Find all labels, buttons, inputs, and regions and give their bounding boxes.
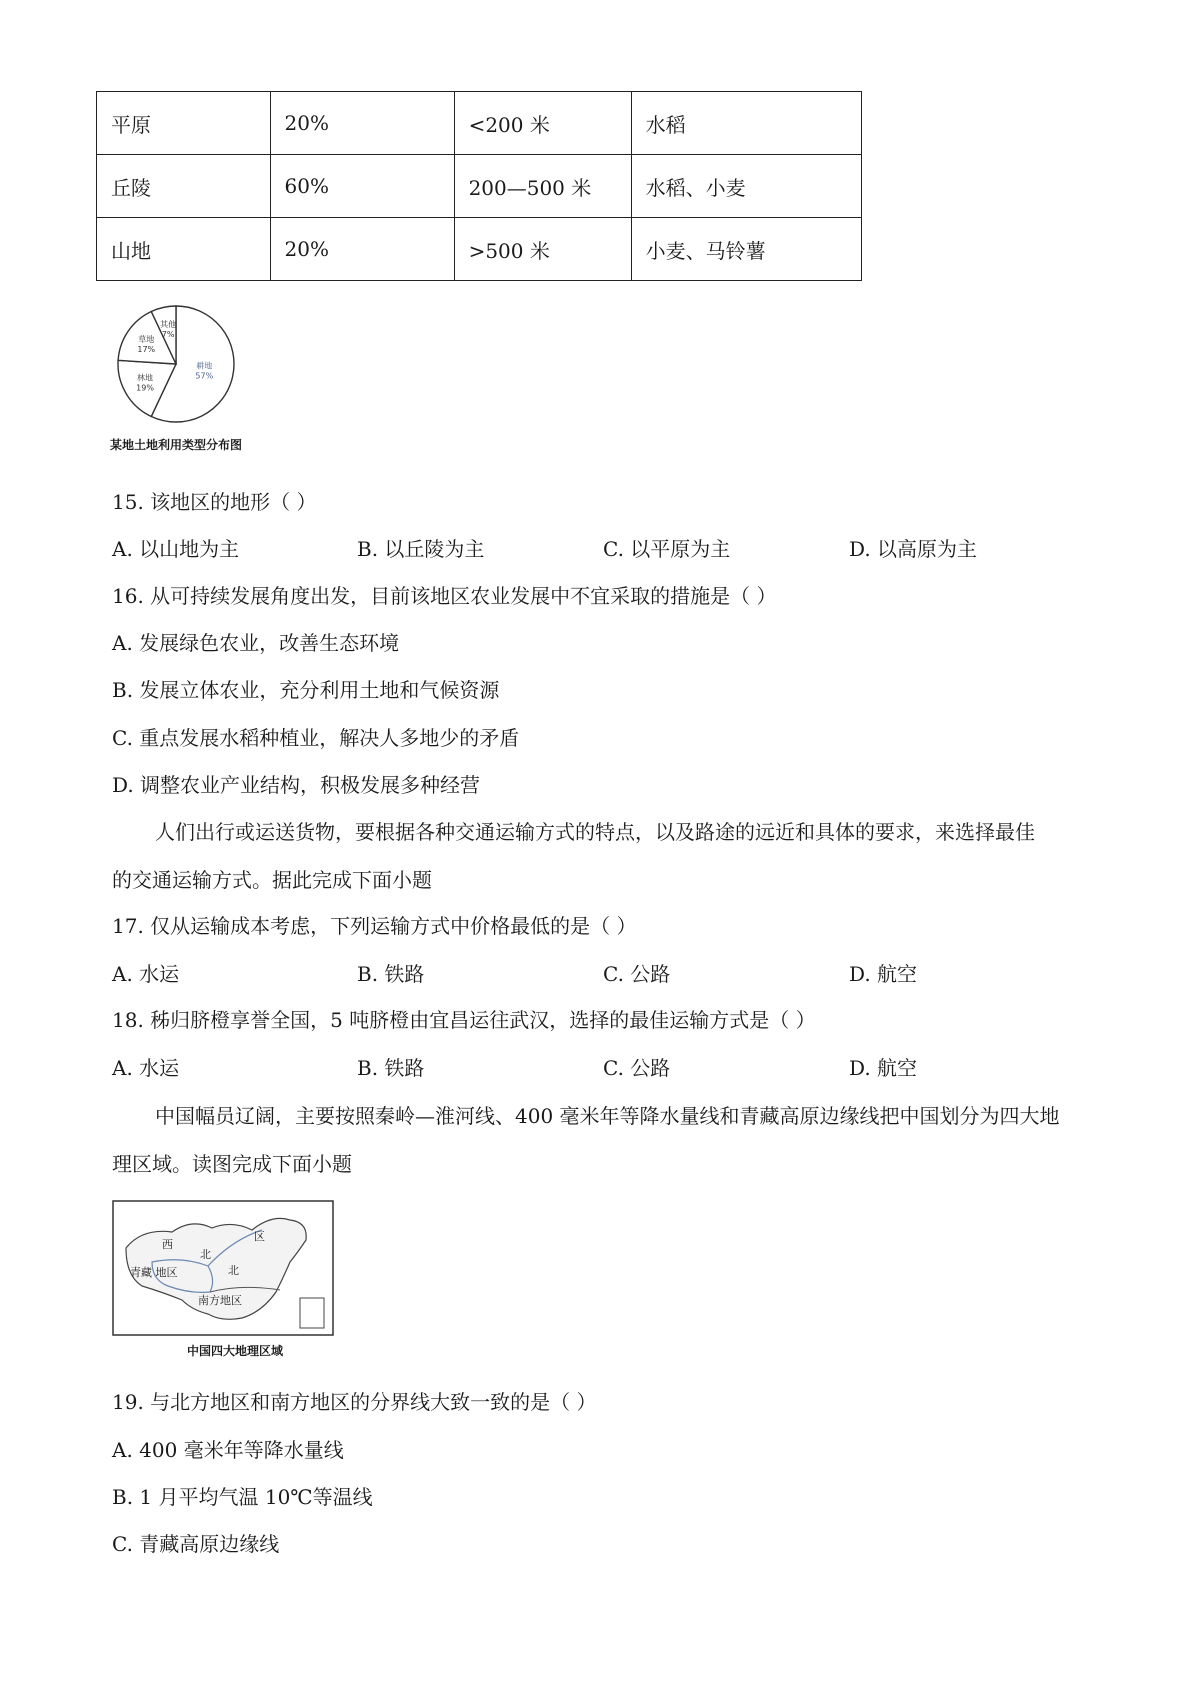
q15-option-c[interactable]: C. 以平原为主 <box>603 537 731 561</box>
map-label-bei-2: 北 <box>228 1264 239 1277</box>
table-cell-elevation: 200—500 米 <box>454 155 631 218</box>
q18-option-d[interactable]: D. 航空 <box>849 1056 918 1080</box>
table-cell-area-share: 60% <box>270 155 454 218</box>
land-use-pie-figure <box>112 302 312 462</box>
q17-option-d[interactable]: D. 航空 <box>849 962 918 986</box>
china-regions-map <box>112 1200 334 1336</box>
land-use-pie-chart <box>112 302 312 428</box>
pie-slice-label: 林地 <box>137 373 154 383</box>
q16-stem: 16. 从可持续发展角度出发，目前该地区农业发展中不宜采取的措施是（ ） <box>112 584 777 608</box>
map-label-xi: 西 <box>162 1238 173 1251</box>
q15-option-a[interactable]: A. 以山地为主 <box>112 537 240 561</box>
china-regions-map-figure <box>112 1200 334 1360</box>
q17-option-a[interactable]: A. 水运 <box>112 962 180 986</box>
table-row <box>97 155 862 218</box>
q16-option-d[interactable]: D. 调整农业产业结构，积极发展多种经营 <box>112 773 481 797</box>
q19-stem: 19. 与北方地区和南方地区的分界线大致一致的是（ ） <box>112 1390 597 1414</box>
table-cell-terrain-type: 平原 <box>97 92 271 155</box>
pie-slice-label: 其他 <box>160 319 177 329</box>
q16-option-a[interactable]: A. 发展绿色农业，改善生态环境 <box>112 631 400 655</box>
table-row <box>97 218 862 281</box>
table-cell-elevation: >500 米 <box>454 218 631 281</box>
map-label-qu: 区 <box>254 1230 265 1243</box>
table-cell-crops: 水稻、小麦 <box>631 155 861 218</box>
pie-slice-value-label: 17% <box>137 344 156 354</box>
terrain-table <box>96 91 862 281</box>
map-caption: 中国四大地理区域 <box>187 1344 284 1358</box>
map-label-qingzang: 青藏 地区 <box>130 1266 178 1279</box>
transport-passage-line-2: 的交通运输方式。据此完成下面小题 <box>112 868 432 892</box>
q19-option-b[interactable]: B. 1 月平均气温 10℃等温线 <box>112 1485 373 1509</box>
map-label-nanfang: 南方地区 <box>198 1294 242 1307</box>
table-cell-terrain-type: 山地 <box>97 218 271 281</box>
table-cell-area-share: 20% <box>270 218 454 281</box>
regions-passage-line-1: 中国幅员辽阔，主要按照秦岭—淮河线、400 毫米年等降水量线和青藏高原边缘线把中国划分为四大地 <box>155 1104 1060 1128</box>
q19-option-c[interactable]: C. 青藏高原边缘线 <box>112 1532 280 1556</box>
pie-slice-label: 耕地 <box>196 361 213 371</box>
q17-option-c[interactable]: C. 公路 <box>603 962 671 986</box>
q19-option-a[interactable]: A. 400 毫米年等降水量线 <box>112 1438 344 1462</box>
map-label-bei-1: 北 <box>200 1248 211 1261</box>
pie-caption: 某地土地利用类型分布图 <box>110 438 243 452</box>
table-cell-area-share: 20% <box>270 92 454 155</box>
table-cell-crops: 水稻 <box>631 92 861 155</box>
q18-stem: 18. 秭归脐橙享誉全国，5 吨脐橙由宜昌运往武汉，选择的最佳运输方式是（ ） <box>112 1008 816 1032</box>
q17-option-b[interactable]: B. 铁路 <box>357 962 425 986</box>
transport-passage-line-1: 人们出行或运送货物，要根据各种交通运输方式的特点，以及路途的远近和具体的要求，来选择最佳 <box>155 820 1035 844</box>
pie-slice-label: 草地 <box>138 334 155 344</box>
q15-option-b[interactable]: B. 以丘陵为主 <box>357 537 485 561</box>
q17-stem: 17. 仅从运输成本考虑，下列运输方式中价格最低的是（ ） <box>112 914 637 938</box>
q18-option-a[interactable]: A. 水运 <box>112 1056 180 1080</box>
table-cell-crops: 小麦、马铃薯 <box>631 218 861 281</box>
q16-option-b[interactable]: B. 发展立体农业，充分利用土地和气候资源 <box>112 678 500 702</box>
table-cell-terrain-type: 丘陵 <box>97 155 271 218</box>
regions-passage-line-2: 理区域。读图完成下面小题 <box>112 1152 352 1176</box>
q15-stem: 15. 该地区的地形（ ） <box>112 490 317 514</box>
q15-option-d[interactable]: D. 以高原为主 <box>849 537 978 561</box>
q18-option-b[interactable]: B. 铁路 <box>357 1056 425 1080</box>
q16-option-c[interactable]: C. 重点发展水稻种植业，解决人多地少的矛盾 <box>112 726 520 750</box>
pie-slice-value-label: 19% <box>136 383 154 393</box>
pie-slice-value-label: 57% <box>195 371 214 381</box>
table-cell-elevation: <200 米 <box>454 92 631 155</box>
q18-option-c[interactable]: C. 公路 <box>603 1056 671 1080</box>
pie-slice-value-label: 7% <box>161 329 175 339</box>
table-row <box>97 92 862 155</box>
